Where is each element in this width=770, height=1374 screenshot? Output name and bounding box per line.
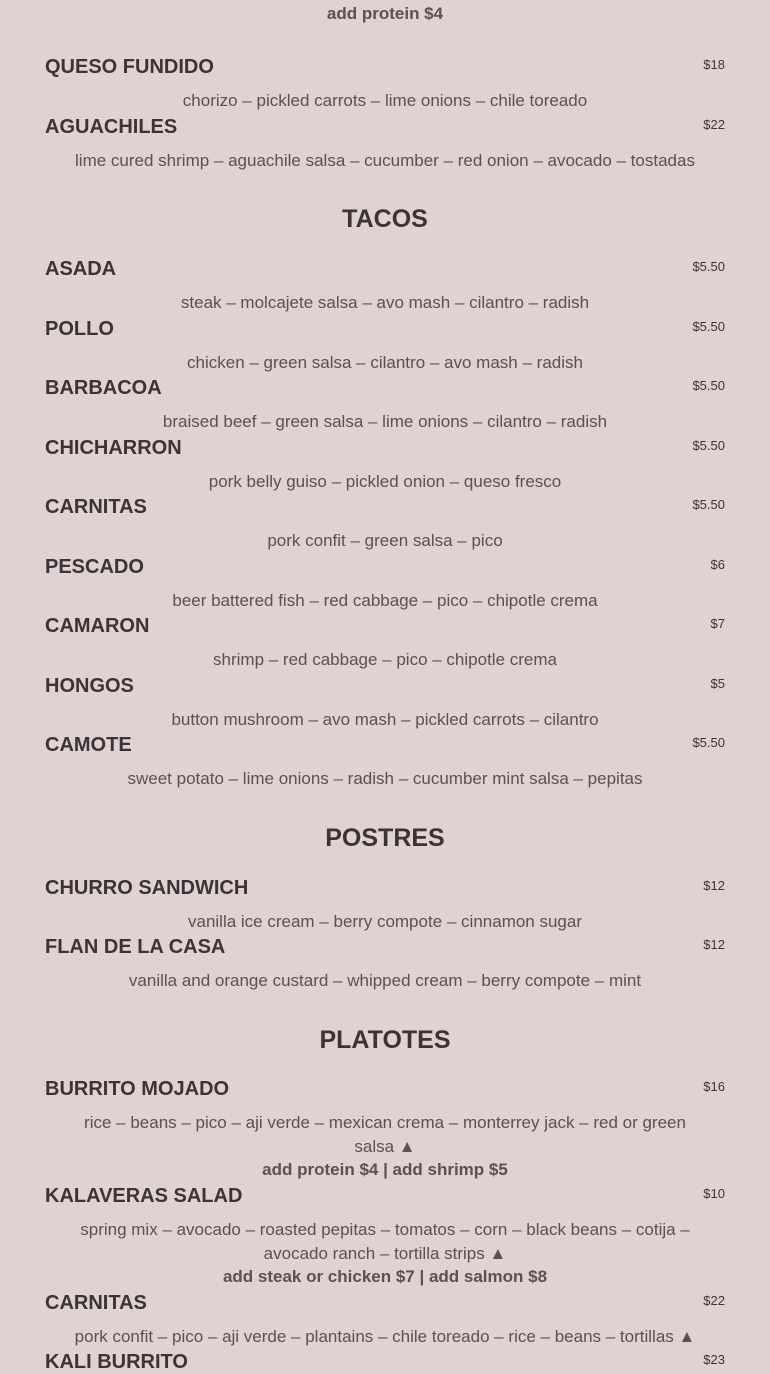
menu-item-price: $5.50 (692, 259, 725, 274)
menu-item-description: lime cured shrimp – aguachile salsa – cucumber – red onion – avocado – tostadas (75, 151, 695, 170)
menu-item-name: AGUACHILES (45, 116, 178, 138)
menu-item-name: CARNITAS (45, 496, 147, 518)
menu-item-name: KALAVERAS SALAD (45, 1185, 243, 1207)
menu-item-name: POLLO (45, 318, 114, 340)
menu-item-description: rice – beans – pico – aji verde – mexican crema – monterrey jack – red or green salsa ▲ (84, 1113, 686, 1156)
section-title-tacos: TACOS (342, 205, 428, 233)
menu-item-name: PESCADO (45, 556, 144, 578)
menu-item-price: $12 (703, 937, 725, 952)
menu-item-name: ASADA (45, 258, 117, 280)
section-title-platotes: PLATOTES (319, 1026, 451, 1054)
menu-item-price: $22 (703, 1293, 725, 1308)
menu-item-name: BARBACOA (45, 377, 162, 399)
menu-item-description: vanilla ice cream – berry compote – cinnamon sugar (187, 912, 583, 931)
menu-item-price: $5.50 (692, 438, 725, 453)
menu-item-description: pork confit – green salsa – pico (267, 531, 503, 550)
menu-item-price: $22 (703, 117, 725, 132)
menu-item-description: button mushroom – avo mash – pickled carrots – cilantro (171, 710, 599, 729)
menu-item-name: CAMOTE (45, 734, 132, 756)
add-on-note: add protein $4 | add shrimp $5 (262, 1160, 508, 1179)
menu-item-name: CHURRO SANDWICH (45, 877, 249, 899)
menu-item-price: $23 (703, 1352, 725, 1367)
menu-item-description: chicken – green salsa – cilantro – avo mash – radish (187, 353, 583, 372)
menu-item-price: $7 (710, 616, 725, 631)
menu-item-price: $16 (703, 1079, 725, 1094)
menu-item-name: KALI BURRITO (45, 1351, 188, 1373)
menu-item-price: $10 (703, 1186, 725, 1201)
section-title-postres: POSTRES (325, 824, 445, 852)
menu-item-price: $5 (710, 676, 725, 691)
add-protein-note: add protein $4 (326, 4, 444, 23)
menu-item-price: $5.50 (692, 378, 725, 393)
menu-item-price: $6 (710, 557, 725, 572)
menu-item-description: pork belly guiso – pickled onion – queso fresco (208, 472, 562, 491)
menu-item-description: chorizo – pickled carrots – lime onions – chile toreado (182, 91, 588, 110)
menu-item-description: sweet potato – lime onions – radish – cucumber mint salsa – pepitas (127, 769, 643, 788)
menu-item-name: HONGOS (45, 675, 134, 697)
menu-item-name: BURRITO MOJADO (45, 1078, 230, 1100)
menu-item-description: spring mix – avocado – roasted pepitas – tomatos – corn – black beans – cotija – avocado ranch – tortilla strips ▲ (80, 1220, 690, 1263)
add-on-note: add steak or chicken $7 | add salmon $8 (222, 1267, 548, 1286)
menu-item-price: $12 (703, 878, 725, 893)
menu-item-name: CHICHARRON (45, 437, 182, 459)
menu-item-price: $18 (703, 57, 725, 72)
menu-item-description: steak – molcajete salsa – avo mash – cilantro – radish (180, 293, 590, 312)
menu-item-description: pork confit – pico – aji verde – plantains – chile toreado – rice – beans – tortillas ▲ (74, 1327, 696, 1346)
menu-item-name: FLAN DE LA CASA (45, 936, 226, 958)
menu-item-name: QUESO FUNDIDO (45, 56, 214, 78)
menu-item-description: vanilla and orange custard – whipped cream – berry compote – mint (128, 971, 642, 990)
menu-item-description: beer battered fish – red cabbage – pico – chipotle crema (172, 591, 598, 610)
menu-item-price: $5.50 (692, 319, 725, 334)
menu-item-price: $5.50 (692, 497, 725, 512)
menu-item-description: braised beef – green salsa – lime onions – cilantro – radish (162, 412, 608, 431)
menu-item-name: CAMARON (45, 615, 150, 637)
menu-item-description: shrimp – red cabbage – pico – chipotle crema (213, 650, 557, 669)
menu-item-name: CARNITAS (45, 1292, 147, 1314)
menu-item-price: $5.50 (692, 735, 725, 750)
